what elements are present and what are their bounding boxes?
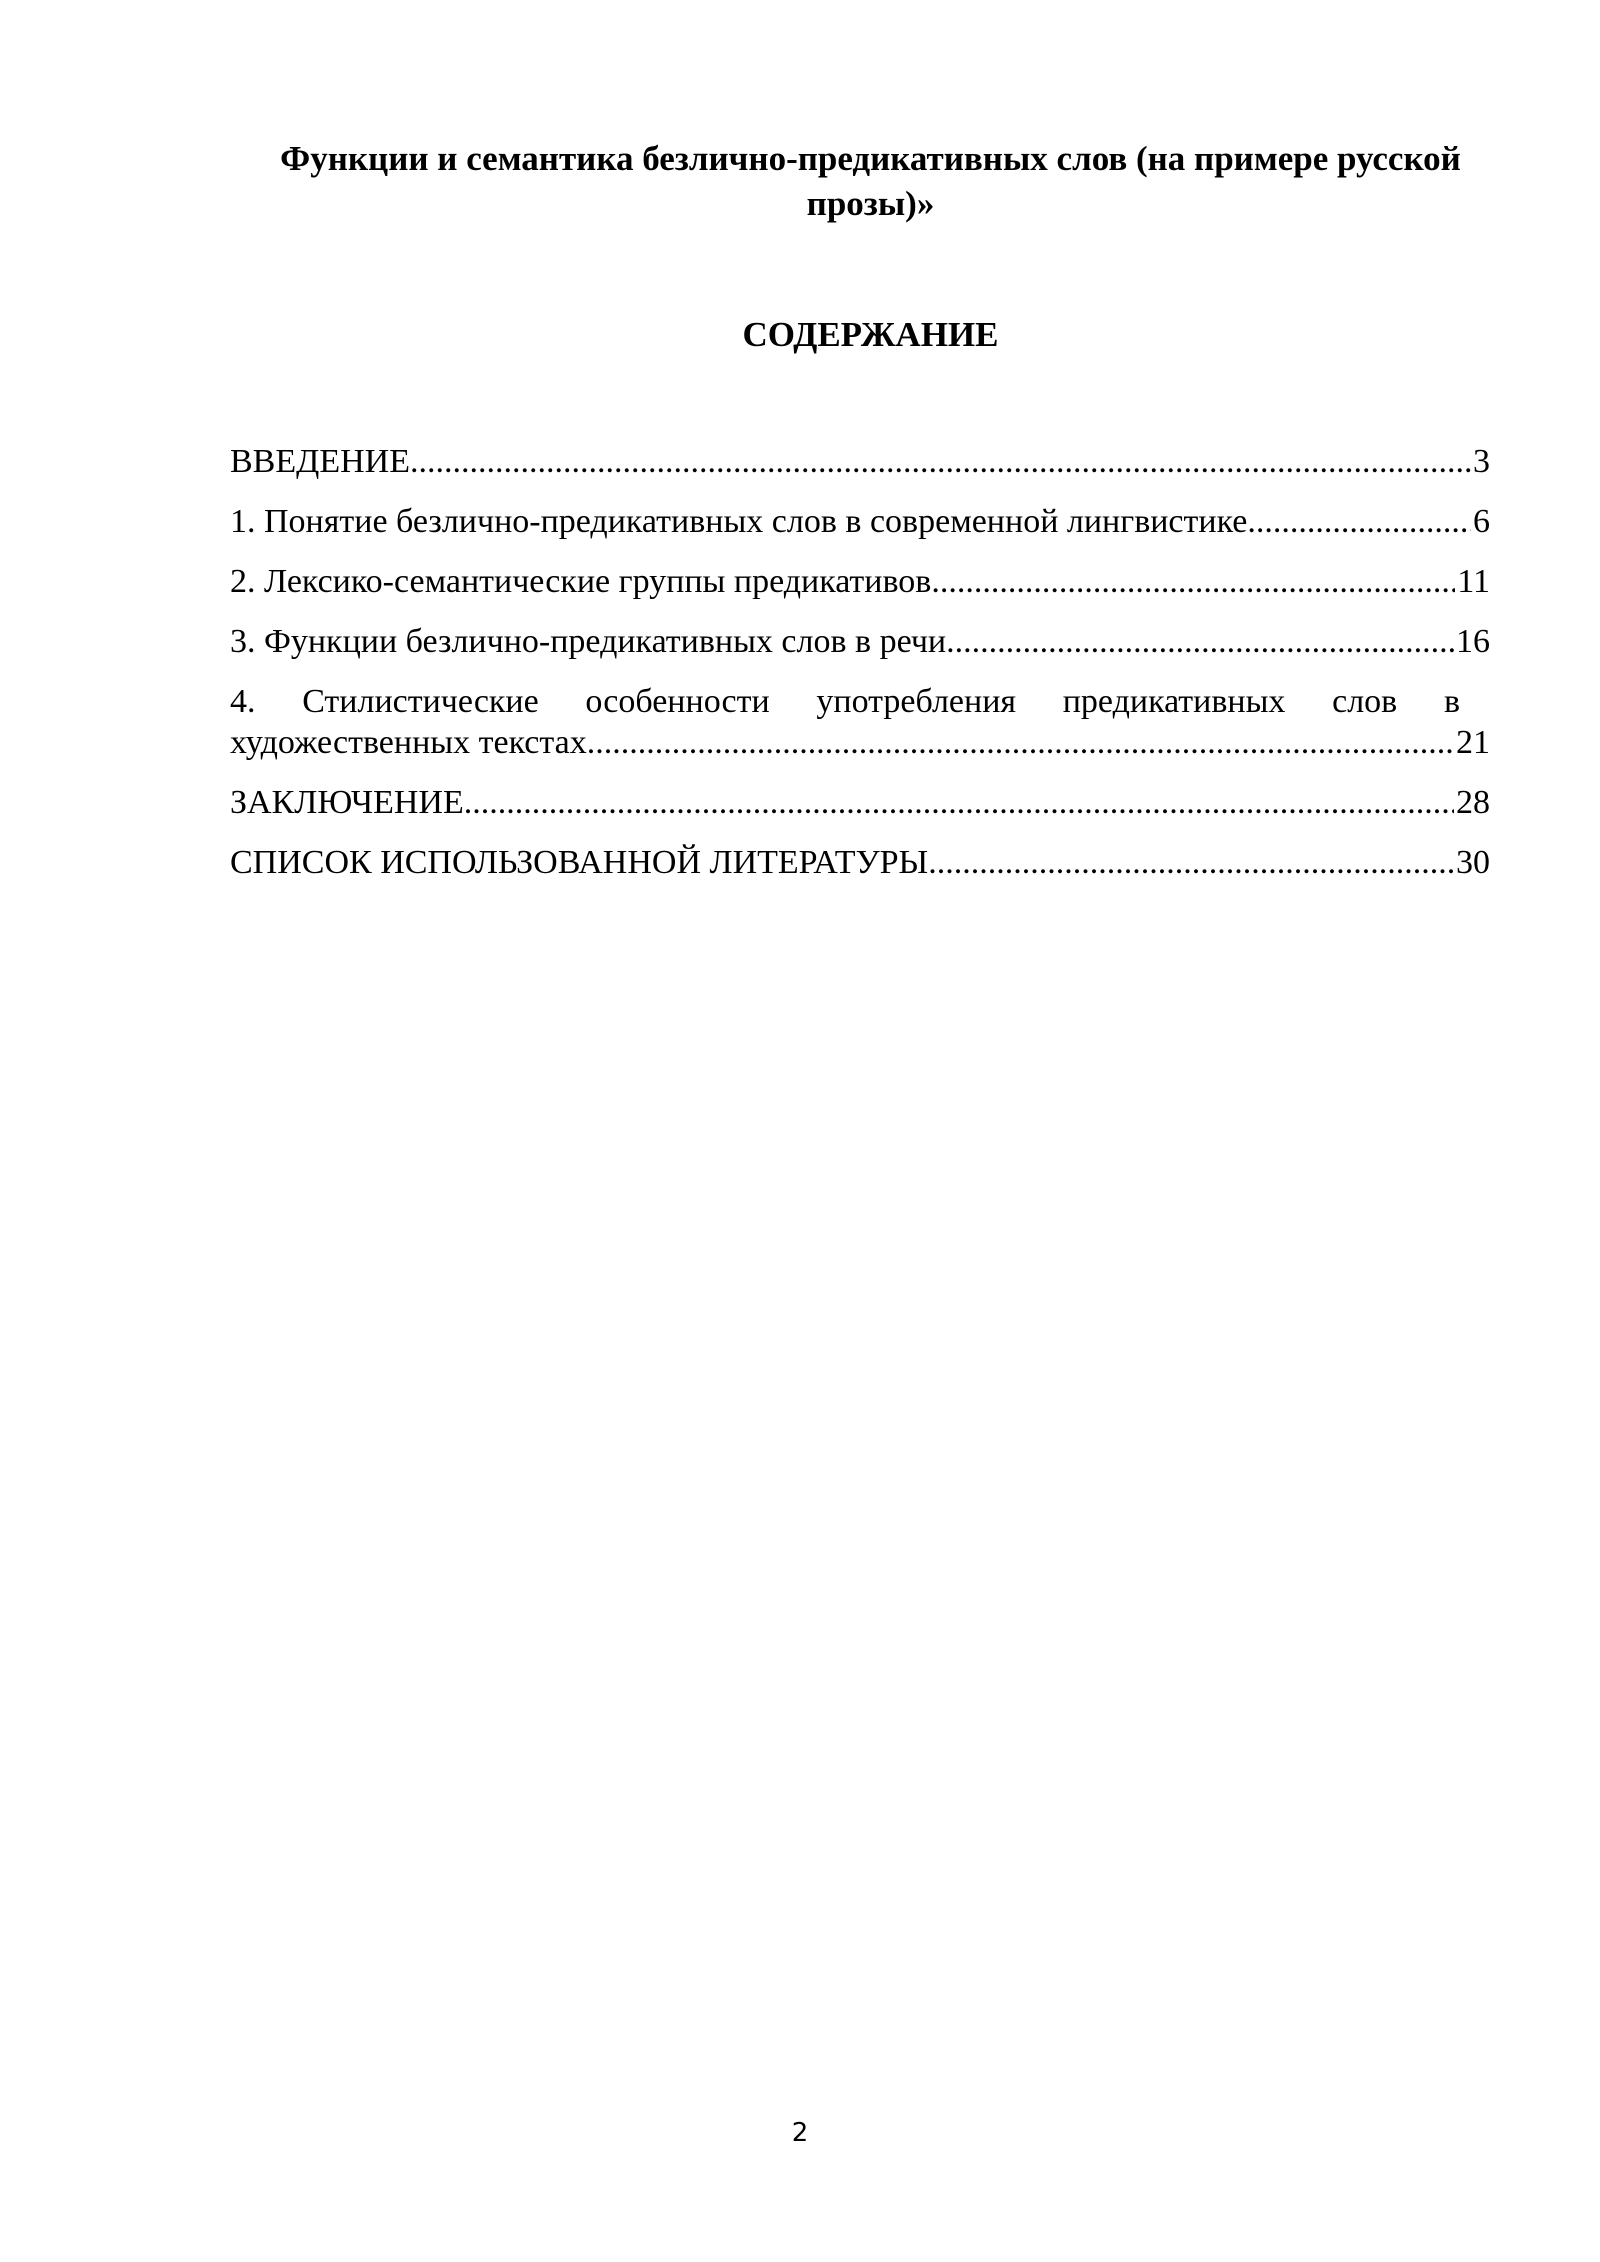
page-number: 2 (791, 2118, 809, 2148)
toc-entry-text: ВВЕДЕНИЕ (230, 443, 410, 480)
toc-entry-page: 28 (1456, 784, 1490, 821)
toc-entry-text: ЗАКЛЮЧЕНИЕ (230, 784, 464, 821)
toc-entry-bibliography[interactable] (230, 842, 1490, 883)
toc-dot-leader (946, 621, 1454, 662)
document-title: Функции и семантика безлично-предикативных слов (на примере русской прозы)» (280, 139, 1461, 223)
toc-entry-text: художественных текстах (230, 724, 587, 761)
toc-entry-chapter-1[interactable] (230, 501, 1490, 542)
toc-entry-chapter-4[interactable] (230, 681, 1490, 763)
toc-dot-leader (931, 561, 1455, 602)
toc-entry-page: 16 (1456, 623, 1490, 660)
toc-entry-page: 21 (1456, 724, 1490, 761)
toc-dot-leader (410, 441, 1471, 482)
toc-dot-leader (464, 782, 1454, 823)
toc-entry-page: 3 (1473, 443, 1490, 480)
toc-dot-leader (928, 842, 1454, 883)
toc-entry-first-line: 4. Стилистические особенности употребления предикативных слов в (230, 683, 1460, 720)
toc-entry-page: 6 (1473, 503, 1490, 540)
toc-entry-text: 2. Лексико-семантические группы предикативов (230, 563, 932, 600)
toc-dot-leader (587, 722, 1454, 763)
toc-entry-page: 11 (1457, 563, 1490, 600)
toc-entry-conclusion[interactable] (230, 782, 1490, 823)
table-of-contents (230, 441, 1490, 902)
toc-entry-chapter-3[interactable] (230, 621, 1490, 662)
toc-entry-text: 1. Понятие безлично-предикативных слов в современной лингвистике (230, 503, 1248, 540)
toc-entry-text: СПИСОК ИСПОЛЬЗОВАННОЙ ЛИТЕРАТУРЫ (230, 844, 929, 881)
toc-entry-chapter-2[interactable] (230, 561, 1490, 602)
toc-entry-introduction[interactable] (230, 441, 1490, 482)
toc-entry-text: 3. Функции безлично-предикативных слов в речи (230, 623, 947, 660)
toc-heading: СОДЕРЖАНИЕ (742, 315, 999, 354)
toc-entry-page: 30 (1456, 844, 1490, 881)
toc-dot-leader (1247, 501, 1471, 542)
